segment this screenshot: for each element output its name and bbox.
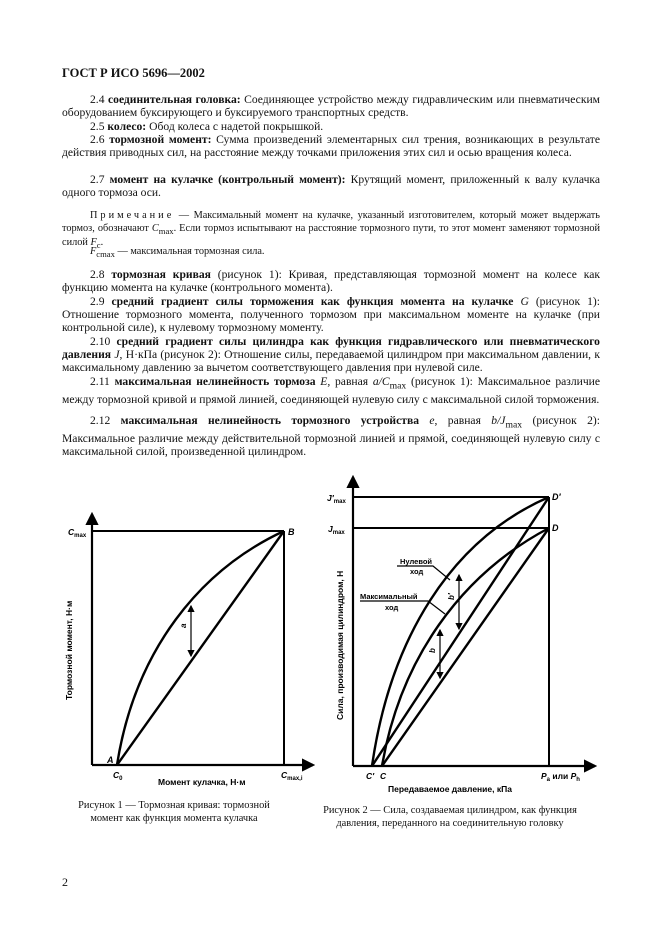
figure-2 [353,477,595,766]
figure-1-caption: Рисунок 1 — Тормозная кривая: тормозной момент как функция момента кулачка [78,800,270,824]
fig2-jmax-label: $J_{max}$ [328,524,345,536]
paragraph-2-11: 2.11 максимальная нелинейность тормоза E, равная $a/C_{max}$ (рисунок 1): Максимальное различие между тормозной кривой и прямой линией, соединяющей нулевую силу с максимальной силой торможения. [62,375,601,406]
fig1-c0-label: $C_0$ [113,770,123,782]
fig1-x-label: Момент кулачка, Н·м [158,777,246,787]
paragraph-2-7: 2.7 момент на кулачке (контрольный момент): Крутящий момент, приложенный к валу кулачка одного тормоза оси. [62,173,601,200]
figure-2-caption: Рисунок 2 — Сила, создаваемая цилиндром, как функция давления, переданного на соединительную головку [323,805,577,829]
fig2-x-label: Передаваемое давление, кПа [388,784,512,794]
fig2-y-label: Сила, производимая цилиндром, Н [335,570,345,720]
fig1-cmax-label: $C_{max}$ [68,527,87,539]
fig2-point-d-prime: D′ [552,492,561,502]
max-stroke-leader [360,601,445,614]
zero-stroke-leader [397,566,450,580]
fig2-zero-stroke-label: Нулевой [400,557,433,566]
fig2-c-label: C [380,771,387,781]
note-fcmax: $F_{cmax}$ — максимальная тормозная сила. [90,246,265,260]
paragraph-2-9: 2.9 средний градиент силы торможения как функция момента на кулачке G (рисунок 1): Отношение тормозного момента, полученного тормозом при максимальном моменте на кулачке (при контрольной силе), к нулевому тормозному моменту. [62,295,600,335]
paragraph-2-12: 2.12 максимальная нелинейность тормозного устройства e, равная $b/J_{max}$ (рисунок 2): Максимальное различие между действительной тормозной линией и прямой, соединяющей нулевую силу с максимальной силой, произведенной цилиндром. [62,414,600,458]
paragraph-2-5: 2.5 колесо: Обод колеса с надетой покрышкой. [90,120,324,133]
fig1-cmaxi-label: $C_{max,i}$ [281,770,303,782]
fig1-point-a: A [107,755,114,765]
zero-stroke-line [372,497,549,766]
paragraph-2-8: 2.8 тормозная кривая (рисунок 1): Кривая, представляющая тормозной момент на колесе как функцию момента на кулачке (контрольного момента). [62,268,600,295]
page-number: 2 [62,875,68,889]
fig2-c-prime-label: C′ [366,771,375,781]
fig2-max-stroke-label: Максимальный [360,592,418,601]
fig2-dim-b: b [428,648,437,653]
fig2-jmax-prime-label: $J'_{max}$ [327,493,346,505]
fig2-point-d: D [552,523,559,533]
fig2-dim-b-prime: b′ [447,593,456,600]
fig1-dim-a: a [179,623,188,628]
figure-1 [92,514,313,765]
paragraph-2-10: 2.10 средний градиент силы цилиндра как функция гидравлического или пневматического давления J, Н·кПа (рисунок 2): Отношение силы, передаваемой цилиндром при максимальном давлении, к максимальному давлению за вычетом соответствующего давления при нулевой силе. [62,335,600,375]
paragraph-2-6: 2.6 тормозной момент: Сумма произведений элементарных сил трения, возникающих в результате действия приводных сил, на расстояние между точками приложения этих сил и осью вращения колеса. [62,133,600,160]
fig1-point-b: B [288,527,295,537]
document-header: ГОСТ Р ИСО 5696—2002 [62,66,205,80]
fig2-max-stroke-label2: ход [385,603,399,612]
fig2-pmax-label: $P_a$ или $P_h$ [541,771,580,783]
note: Примечание — Максимальный момент на кулачке, указанный изготовителем, который может выдержать тормоз, обозначают $C_{max}$. Если тормоз испытывают на расстояние тормозного пути, то этот момент заменяют тормозной силой $F_c$. [62,210,600,251]
straight-line [117,531,284,765]
fig1-y-label: Тормозной момент, Н·м [64,600,74,700]
paragraph-2-4: 2.4 соединительная головка: Соединяющее устройство между гидравлическим или пневматическим оборудованием буксирующего и буксируемого транспортных средств. [62,93,600,120]
fig2-zero-stroke-label2: ход [410,567,424,576]
